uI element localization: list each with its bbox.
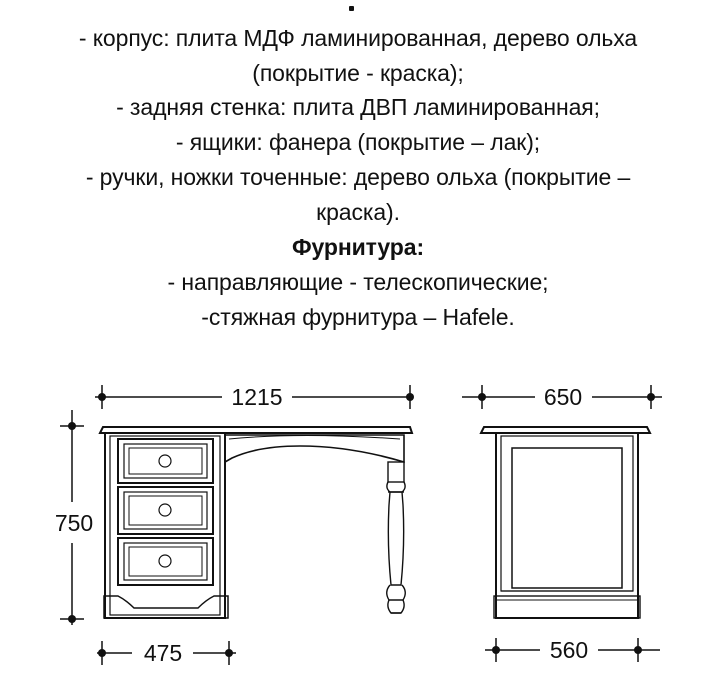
dimension-label-650: 650: [543, 384, 583, 410]
spec-line-body-finish: (покрытие - краска);: [252, 60, 464, 86]
turned-leg: [387, 462, 406, 613]
drawer-top: [118, 439, 213, 483]
dimension-label-475: 475: [143, 640, 183, 666]
drawer-middle: [118, 487, 213, 534]
spec-line-body: - корпус: плита МДФ ламинированная, дерево ольха: [78, 25, 638, 51]
fittings-line-slides: - направляющие - телескопические;: [167, 269, 549, 295]
spec-line-handles-legs: - ручки, ножки точенные: дерево ольха (покрытие –: [85, 164, 631, 190]
drawer-bottom: [118, 538, 213, 585]
desk-side-view: [462, 385, 662, 662]
side-inset-panel: [512, 448, 622, 588]
fittings-line-connectors: -стяжная фурнитура – Hafele.: [201, 304, 515, 330]
dimension-label-1215: 1215: [231, 384, 283, 410]
side-plinth: [494, 596, 640, 618]
dimension-label-560: 560: [549, 637, 589, 663]
spec-line-handles-finish: краска).: [316, 199, 400, 225]
spec-line-back-panel: - задняя стенка: плита ДВП ламинированная;: [116, 94, 600, 120]
desk-front-view: [60, 385, 414, 665]
side-panel: [496, 433, 638, 618]
dimension-label-750: 750: [54, 510, 94, 536]
desk-apron: [225, 435, 404, 462]
spec-line-drawers: - ящики: фанера (покрытие – лак);: [175, 129, 541, 155]
fittings-heading: Фурнитура:: [291, 234, 425, 260]
